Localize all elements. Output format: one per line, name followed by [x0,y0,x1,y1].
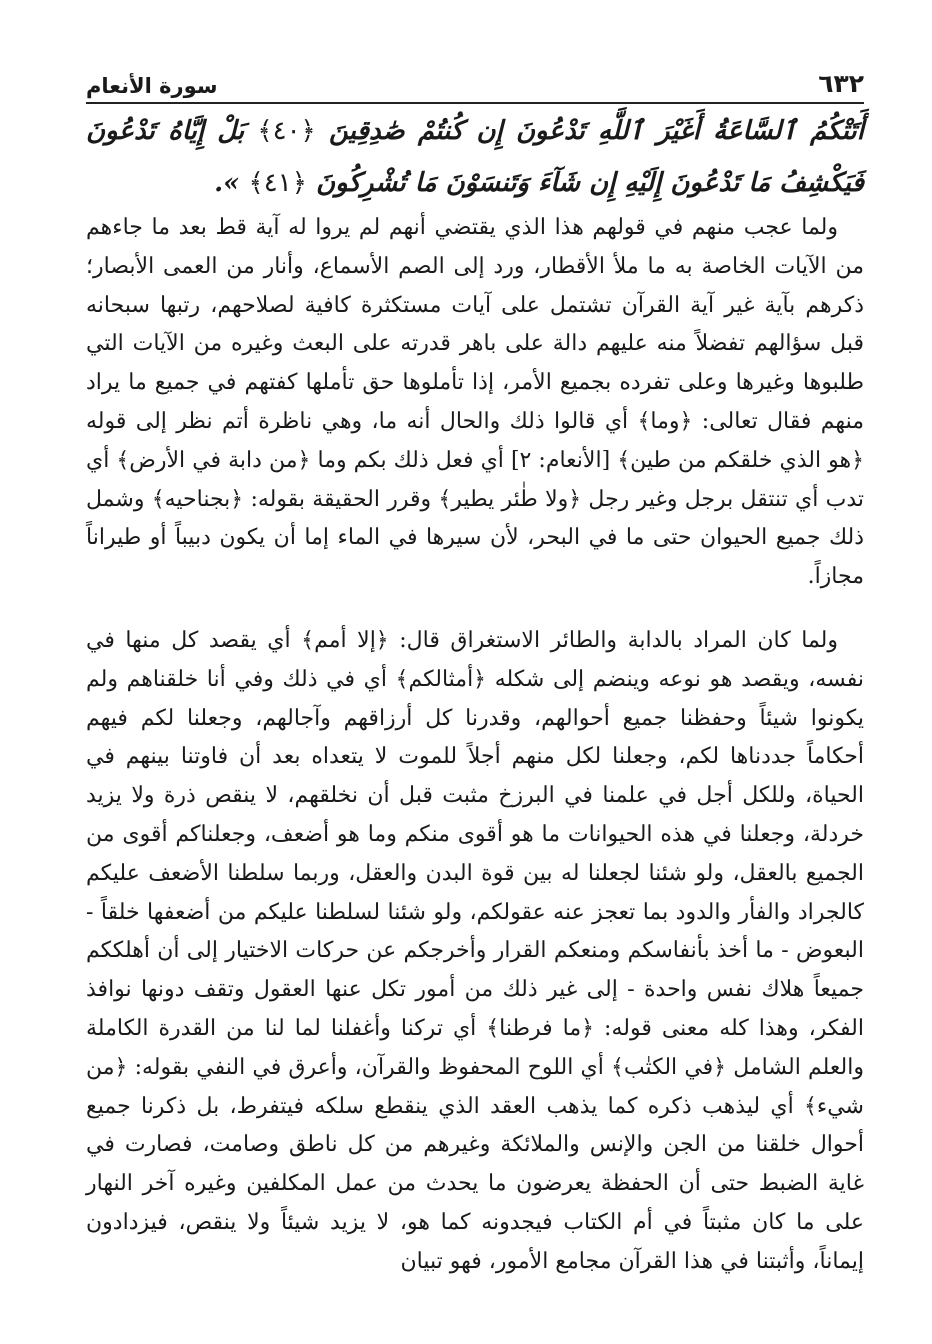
verse-number-40: ﴿٤٠﴾ [257,116,316,146]
verse-text-a: أَتَتْكُمُ ٱلسَّاعَةُ أَغَيْرَ ٱللَّهِ تَدْعُونَ إِن كُنتُمْ صَٰدِقِينَ [328,116,864,146]
page-header [86,58,864,104]
page-number: ٦٣٢ [818,69,864,98]
commentary-paragraph-1: ولما عجب منهم في قولهم هذا الذي يقتضي أنهم لم يروا له آية قط بعد ما جاءهم من الآيات الخاصة به ما ملأ الأقطار، ورد إلى الصم الأسماع، وأنار من العمى الأبصار؛ ذكرهم بآية غير آية القرآن تشتمل على آيات مستكثرة كافية لصلاحهم، رتبها سبحانه قبل سؤالهم تفضلاً منه عليهم دالة على باهر قدرته على البعث وغيره من الآيات التي طلبوها وغيرها وعلى تفرده بجميع الأمر، إذا تأملوها حق تأملها كفتهم في جميع ما يراد منهم فقال تعالى: ﴿وما﴾ أي قالوا ذلك والحال أنه ما، وهي ناظرة أتم نظر إلى قوله ﴿هو الذي خلقكم من طين﴾ [الأنعام: ٢] أي فعل ذلك بكم وما ﴿من دابة في الأرض﴾ أي تدب أي تنتقل برجل وغير رجل ﴿ولا طٰئر يطير﴾ وقرر الحقيقة بقوله: ﴿بجناحيه﴾ وشمل ذلك جميع الحيوان حتى ما في البحر، لأن سيرها في الماء إما أن يكون دبيباً أو طيراناً مجازاً. [86,215,864,590]
surah-title: سورة الأنعام [86,74,218,98]
quran-verse [86,105,864,209]
verse-end: ». [214,168,240,198]
commentary-paragraph-2: ولما كان المراد بالدابة والطائر الاستغراق قال: ﴿إلا أمم﴾ أي يقصد كل منها في نفسه، ويقصد هو نوعه وينضم إلى شكله ﴿أمثالكم﴾ أي في ذلك وفي أنا خلقناهم ولم يكونوا شيئاً وحفظنا جميع أحوالهم، وقدرنا كل أرزاقهم وآجالهم، وجعلنا لكم فيهم أحكاماً جددناها لكم، وجعلنا لكل منهم أجلاً للموت لا يتعداه بعد أن فاوتنا بينهم في الحياة، وللكل أجل في علمنا في البرزخ مثبت قبل أن نخلقهم، لا ينقص ذرة ولا يزيد خردلة، وجعلنا في هذه الحيوانات ما هو أقوى منكم وما هو أضعف، وجعلناكم أقوى من الجميع بالعقل، ولو شئنا لجعلنا له بين قوة البدن والعقل، وربما سلطنا الأضعف عليكم كالجراد والفأر والدود بما تعجز عنه عقولكم، ولو شئنا لسلطنا عليكم من أضعفها خلقاً - البعوض - ما أخذ بأنفاسكم ومنعكم القرار وأخرجكم عن حركات الاختيار إلى أن أهلككم جميعاً هلاك نفس واحدة - إلى غير ذلك من أمور تكل عنها العقول وتقف دونها نوافذ الفكر، وهذا كله معنى قوله: ﴿ما فرطنا﴾ أي تركنا وأغفلنا لما لنا من القدرة الكاملة والعلم الشامل ﴿في الكتٰب﴾ أي اللوح المحفوظ والقرآن، وأعرق في النفي بقوله: ﴿من شيء﴾ أي ليذهب ذكره كما يذهب العقد الذي ينقطع سلكه فيتفرط، بل ذكرنا جميع أحوال خلقنا من الجن والإنس والملائكة وغيرهم من كل ناطق وصامت، فصارت في غاية الضبط حتى أن الحفظة يعرضون ما يحدث من عمل المكلفين وغيره آخر النهار على ما كان مثبتاً في أم الكتاب فيجدونه كما هو، لا يزيد شيئاً ولا ينقص، فيزدادون إيماناً، وأثبتنا في هذا القرآن مجامع الأمور، فهو تبيان [86,628,864,1274]
verse-text-b: بَلْ إِيَّاهُ تَدْعُونَ فَيَكْشِفُ مَا تَدْعُونَ إِلَيْهِ إِن شَآءَ وَتَنسَوْنَ مَا تُشْرِكُونَ [86,116,864,198]
verse-number-41: ﴿٤١﴾ [248,168,307,198]
